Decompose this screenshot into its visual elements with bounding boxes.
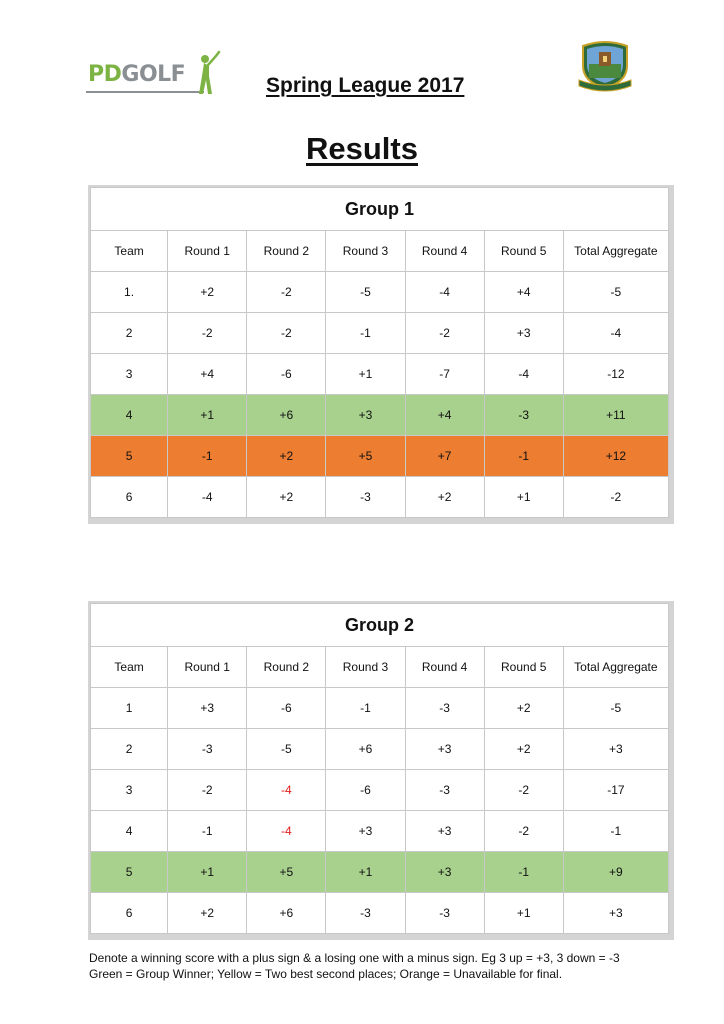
team-cell: 3 [91, 354, 168, 395]
score-cell: +5 [247, 852, 326, 893]
column-header: Round 3 [326, 647, 405, 688]
notes [89, 950, 620, 982]
score-cell: -6 [247, 688, 326, 729]
score-cell: +3 [484, 313, 563, 354]
score-cell: +3 [168, 688, 247, 729]
score-cell: -6 [247, 354, 326, 395]
team-cell: 1 [91, 688, 168, 729]
score-cell: +2 [247, 477, 326, 518]
total-cell: +12 [563, 436, 668, 477]
group-2-table-frame [88, 601, 674, 940]
score-cell: -4 [168, 477, 247, 518]
table-row [91, 688, 669, 729]
score-cell: +2 [405, 477, 484, 518]
score-cell: -2 [484, 770, 563, 811]
column-header: Team [91, 231, 168, 272]
score-cell: -1 [326, 313, 405, 354]
color-legend-note: Green = Group Winner; Yellow = Two best second places; Orange = Unavailable for final. [89, 967, 563, 981]
score-cell: -3 [168, 729, 247, 770]
score-cell: -3 [405, 893, 484, 934]
column-header: Round 1 [168, 231, 247, 272]
table-row [91, 436, 669, 477]
group-1-table-frame [88, 185, 674, 524]
logo-underline [86, 91, 204, 93]
score-cell: -3 [326, 477, 405, 518]
column-header: Round 3 [326, 231, 405, 272]
score-cell: -3 [405, 688, 484, 729]
club-crest-icon [577, 40, 633, 92]
score-cell: +6 [247, 395, 326, 436]
score-cell: +3 [326, 395, 405, 436]
score-cell: -1 [484, 852, 563, 893]
score-cell: +3 [405, 852, 484, 893]
score-cell: +2 [247, 436, 326, 477]
score-cell: -3 [326, 893, 405, 934]
score-cell: -2 [168, 313, 247, 354]
score-cell: +3 [405, 811, 484, 852]
team-cell: 6 [91, 893, 168, 934]
group-1-table [90, 187, 669, 518]
pdgolf-logo [86, 50, 221, 96]
score-cell: +5 [326, 436, 405, 477]
score-cell: -7 [405, 354, 484, 395]
score-cell: -1 [168, 436, 247, 477]
table-row [91, 272, 669, 313]
team-cell: 2 [91, 729, 168, 770]
table-row [91, 477, 669, 518]
score-cell: -1 [168, 811, 247, 852]
group-2-table [90, 603, 669, 934]
score-cell: -4 [405, 272, 484, 313]
score-cell: +4 [168, 354, 247, 395]
column-header: Round 1 [168, 647, 247, 688]
score-cell: -5 [326, 272, 405, 313]
score-cell: +4 [484, 272, 563, 313]
group-title: Group 2 [91, 604, 669, 647]
total-cell: -4 [563, 313, 668, 354]
score-cell: +1 [326, 852, 405, 893]
score-cell: -2 [168, 770, 247, 811]
header-row [91, 231, 669, 272]
score-cell: -4 [484, 354, 563, 395]
score-cell: +1 [484, 477, 563, 518]
score-cell: -2 [484, 811, 563, 852]
table-row [91, 729, 669, 770]
table-row [91, 395, 669, 436]
score-cell: +4 [405, 395, 484, 436]
column-header: Total Aggregate [563, 231, 668, 272]
total-cell: +3 [563, 729, 668, 770]
score-cell: -1 [326, 688, 405, 729]
score-cell: +6 [326, 729, 405, 770]
table-row [91, 811, 669, 852]
score-cell: +2 [484, 688, 563, 729]
total-cell: -17 [563, 770, 668, 811]
column-header: Round 5 [484, 231, 563, 272]
score-cell: +1 [484, 893, 563, 934]
column-header: Round 2 [247, 647, 326, 688]
results-title: Results [306, 131, 418, 166]
score-cell: +3 [326, 811, 405, 852]
scoring-note: Denote a winning score with a plus sign & a losing one with a minus sign. Eg 3 up = +3, 3 down = -3 [89, 951, 620, 965]
score-cell: +6 [247, 893, 326, 934]
score-cell: -5 [247, 729, 326, 770]
team-cell: 2 [91, 313, 168, 354]
total-cell: -2 [563, 477, 668, 518]
total-cell: +9 [563, 852, 668, 893]
score-cell: -2 [405, 313, 484, 354]
table-row [91, 354, 669, 395]
score-cell: -1 [484, 436, 563, 477]
table-row [91, 313, 669, 354]
league-title: Spring League 2017 [266, 74, 465, 97]
header-row [91, 647, 669, 688]
table-row [91, 852, 669, 893]
golfer-icon [196, 50, 222, 96]
score-cell: +1 [168, 395, 247, 436]
total-cell: -12 [563, 354, 668, 395]
score-cell: +3 [405, 729, 484, 770]
score-cell: -3 [484, 395, 563, 436]
column-header: Round 4 [405, 231, 484, 272]
team-cell: 4 [91, 395, 168, 436]
score-cell: +2 [484, 729, 563, 770]
total-cell: +3 [563, 893, 668, 934]
pdgolf-logo-text: PDGOLF [88, 62, 186, 87]
table-row [91, 770, 669, 811]
total-cell: -5 [563, 272, 668, 313]
score-cell: -2 [247, 272, 326, 313]
score-cell: -2 [247, 313, 326, 354]
column-header: Round 5 [484, 647, 563, 688]
team-cell: 1. [91, 272, 168, 313]
score-cell: -4 [247, 770, 326, 811]
table-row [91, 893, 669, 934]
score-cell: +7 [405, 436, 484, 477]
column-header: Round 2 [247, 231, 326, 272]
score-cell: +1 [168, 852, 247, 893]
team-cell: 3 [91, 770, 168, 811]
team-cell: 5 [91, 852, 168, 893]
total-cell: -5 [563, 688, 668, 729]
team-cell: 5 [91, 436, 168, 477]
team-cell: 4 [91, 811, 168, 852]
column-header: Total Aggregate [563, 647, 668, 688]
team-cell: 6 [91, 477, 168, 518]
score-cell: -4 [247, 811, 326, 852]
column-header: Team [91, 647, 168, 688]
score-cell: +1 [326, 354, 405, 395]
total-cell: +11 [563, 395, 668, 436]
score-cell: -6 [326, 770, 405, 811]
group-title: Group 1 [91, 188, 669, 231]
score-cell: +2 [168, 893, 247, 934]
score-cell: -3 [405, 770, 484, 811]
total-cell: -1 [563, 811, 668, 852]
score-cell: +2 [168, 272, 247, 313]
column-header: Round 4 [405, 647, 484, 688]
